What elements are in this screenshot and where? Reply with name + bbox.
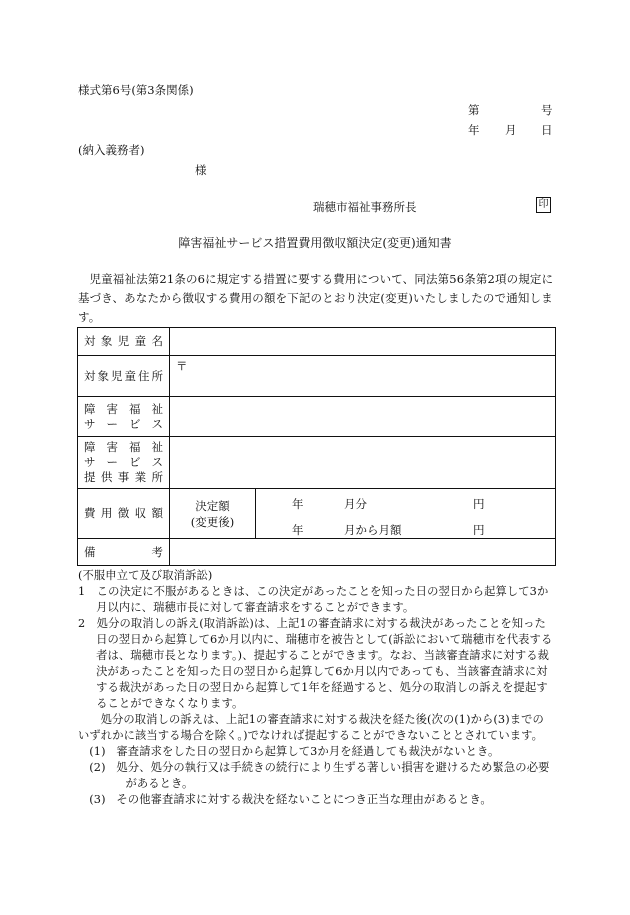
label-char: 祉 <box>151 401 163 416</box>
notes-heading: (不服申立て及び取消訴訟) <box>78 569 213 582</box>
fee-value-cell[interactable] <box>256 489 556 539</box>
notes-item-2: 2 処分の取消しの訴え(取消訴訟)は、上記1の審査請求に対する裁決があったことを知った日の翌日から起算して6か月以内に、瑞穂市を被告として(訴訟において瑞穂市を代表する者は、瑞穂市長となります。)、提起することができます。なお、当該審査請求に対する裁決があったことを知った日の翌日から起算して6か月以内であっても、当該審査請求に対する裁決があった日の翌日から起算して1年を経過すると、処分の取消しの訴えを提起することができなくなります。 <box>78 617 553 710</box>
label-char: ビ <box>129 455 141 469</box>
table-row-provider <box>78 437 556 489</box>
label-char: ー <box>106 455 118 469</box>
postal-mark: 〒 <box>176 359 188 373</box>
notes-sub-text: その他審査請求に対する裁決を経ないことにつき正当な理由があるとき。 <box>116 793 492 806</box>
label-char: ー <box>106 416 118 431</box>
fee-label-cell <box>78 489 170 539</box>
issuer-name: 瑞穂市福祉事務所長 <box>313 200 417 214</box>
remarks-value-cell[interactable] <box>170 539 556 566</box>
fee-label <box>84 506 163 521</box>
date-year-label: 年 <box>468 123 480 137</box>
table-row-service <box>78 397 556 437</box>
label-char: 供 <box>100 470 113 484</box>
label-char: 用 <box>100 506 113 520</box>
decided-amount-label-line-2: (変更後) <box>190 514 235 529</box>
notes-sub-text: 処分、処分の執行又は手続きの続行により生ずる著しい損害を避けるため緊急の必要があるとき。 <box>116 761 550 790</box>
label-char: 童 <box>134 334 147 348</box>
label-char: 害 <box>106 401 118 416</box>
label-char: 障 <box>84 440 96 454</box>
label-char: 児 <box>111 368 123 383</box>
date-month-label: 月 <box>505 123 517 137</box>
label-char: 所 <box>151 368 163 383</box>
seal-box: 印 <box>536 197 551 213</box>
label-char: 業 <box>134 470 147 484</box>
label-char: 祉 <box>151 440 163 454</box>
document-number-suffix: 号 <box>541 103 553 117</box>
table-row-child-name <box>78 328 556 356</box>
service-value-cell[interactable] <box>170 397 556 437</box>
child-address-value-cell[interactable] <box>170 356 556 397</box>
fee-row1-yen: 円 <box>473 496 485 511</box>
label-char: 福 <box>129 401 141 416</box>
provider-value-cell[interactable] <box>170 437 556 489</box>
label-char: 費 <box>84 506 96 520</box>
notes-sub-item-1 <box>78 744 554 760</box>
provider-label-line-2 <box>84 455 163 470</box>
label-char: サ <box>84 455 96 469</box>
service-label-line-2 <box>84 417 163 432</box>
remarks-label-char-1: 備 <box>84 544 96 559</box>
label-char: 児 <box>117 334 130 348</box>
label-char: 提 <box>84 470 96 484</box>
fee-line-from-month <box>256 514 555 537</box>
label-char: 障 <box>84 401 96 416</box>
child-address-label-cell <box>78 356 170 397</box>
label-char: 対 <box>84 368 96 383</box>
decision-table <box>77 327 556 566</box>
remarks-label-char-2: 考 <box>151 544 163 559</box>
payer-honorific: 様 <box>195 163 207 177</box>
notes-sub-item-3 <box>78 792 554 808</box>
notes-sub-number: (2) <box>89 761 106 774</box>
provider-label-line-3 <box>84 470 163 485</box>
label-char: 徴 <box>117 506 130 520</box>
label-char: 象 <box>100 334 113 348</box>
label-char: 象 <box>97 368 109 383</box>
label-char: サ <box>84 416 96 431</box>
fee-row1-year: 年 <box>292 496 304 511</box>
service-label-line-1 <box>84 402 163 417</box>
child-name-label <box>84 334 163 349</box>
child-name-label-cell <box>78 328 170 356</box>
label-char: 額 <box>151 506 163 520</box>
remarks-label <box>84 545 163 560</box>
fee-row1-month: 月分 <box>344 496 367 511</box>
fee-row2-month: 月から月額 <box>344 522 402 537</box>
appeal-notes <box>78 568 554 808</box>
label-char: ス <box>151 455 163 469</box>
label-char: 事 <box>117 470 130 484</box>
decided-amount-label-cell <box>170 489 256 539</box>
document-title: 障害福祉サービス措置費用徴収額決定(変更)通知書 <box>178 236 452 250</box>
child-name-value-cell[interactable] <box>170 328 556 356</box>
intro-paragraph: 児童福祉法第21条の6に規定する措置に要する費用について、同法第56条第2項の規定に基づき、あなたから徴収する費用の額を下記のとおり決定(変更)いたしましたので通知します。 <box>78 272 554 324</box>
child-address-label <box>84 369 163 384</box>
label-char: 住 <box>138 368 150 383</box>
label-char: 名 <box>151 334 163 348</box>
label-char: ス <box>151 416 163 431</box>
decided-amount-label-line-1: 決定額 <box>195 498 230 513</box>
table-row-child-address <box>78 356 556 397</box>
notes-sub-number: (3) <box>89 793 106 806</box>
table-row-fee <box>78 489 556 539</box>
provider-label-line-1 <box>84 440 163 455</box>
remarks-label-cell <box>78 539 170 566</box>
fee-line-monthly <box>256 494 555 514</box>
notes-item-1: 1 この決定に不服があるときは、この決定があったことを知った日の翌日から起算して3か月以内に、瑞穂市長に対して審査請求をすることができます。 <box>78 585 549 614</box>
payer-label: (納入義務者) <box>78 143 145 157</box>
table-row-remarks <box>78 539 556 566</box>
fee-row2-yen: 円 <box>473 522 485 537</box>
fee-row2-year: 年 <box>292 522 304 537</box>
document-number-label: 第 <box>468 103 480 117</box>
provider-label-cell <box>78 437 170 489</box>
service-label-cell <box>78 397 170 437</box>
notes-sub-text: 審査請求をした日の翌日から起算して3か月を経過しても裁決がないとき。 <box>116 745 500 758</box>
notes-paragraph: 処分の取消しの訴えは、上記1の審査請求に対する裁決を経た後(次の(1)から(3)までのいずれかに該当する場合を除く。)でなければ提起することができないこととされています。 <box>78 713 544 742</box>
label-char: 福 <box>129 440 141 454</box>
date-day-label: 日 <box>541 123 553 137</box>
notes-sub-number: (1) <box>89 745 106 758</box>
notes-sub-item-2 <box>78 760 554 792</box>
label-char: 所 <box>151 470 163 484</box>
label-char: 童 <box>124 368 136 383</box>
label-char: 収 <box>134 506 147 520</box>
form-number: 様式第6号(第3条関係) <box>78 83 194 97</box>
label-char: ビ <box>129 416 141 431</box>
label-char: 害 <box>106 440 118 454</box>
label-char: 対 <box>84 334 96 348</box>
